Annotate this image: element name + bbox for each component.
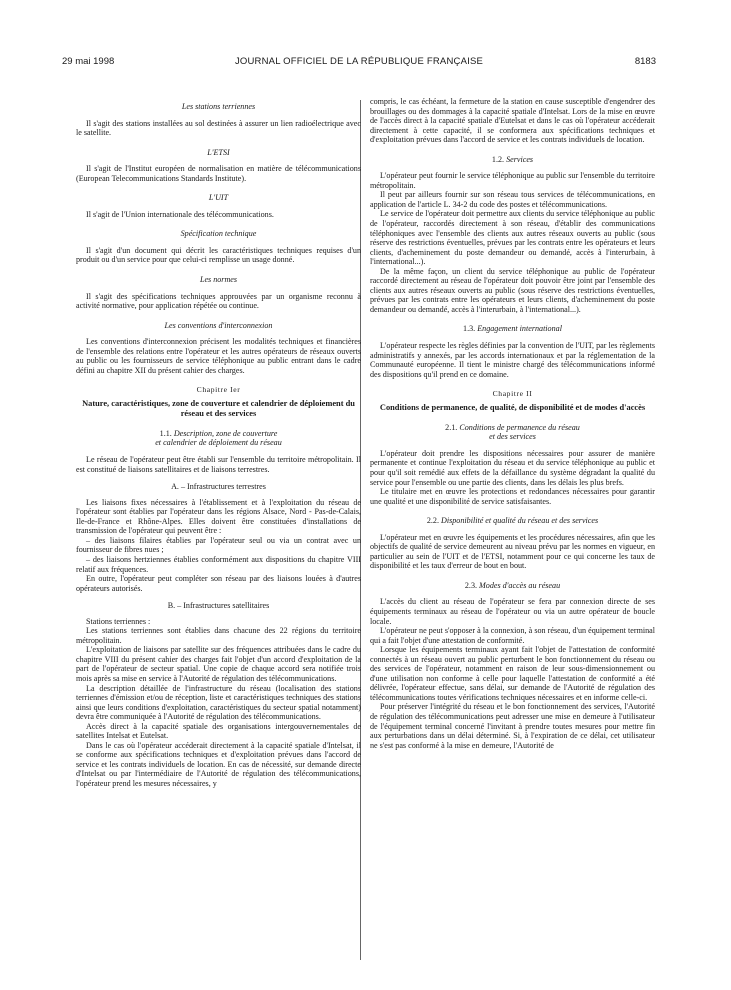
section-heading <box>370 155 655 165</box>
definition-heading: Les stations terriennes <box>181 102 256 111</box>
section-title: Engagement international <box>477 324 562 334</box>
subsection-heading: A. – Infrastructures terrestres <box>171 482 266 492</box>
paragraph: Lorsque les équipements terminaux ayant fait l'objet de l'attestation de conformité connectés à un réseau ouvert au public perturbent le bon fonctionnement du réseau ou des services de l'opérateur, notamment en raison de leur sous-dimensionnement ou d'une utilisation non conforme à celle pour laquelle l'attestation de conformité a été délivrée, l'opérateur effectue, sans délai, sur demande de l'Autorité de régulation des télécommunications toutes vérifications techniques nécessaires et en informe celle-ci. <box>370 645 655 702</box>
list-item: – des liaisons hertziennes établies conformément aux dispositions du chapitre VIII relatif aux fréquences. <box>76 554 361 574</box>
publication-date: 29 mai 1998 <box>62 56 115 67</box>
paragraph: Accès direct à la capacité spatiale des organisations intergouvernementales de satellites Intelsat et Eutelsat. <box>76 721 361 741</box>
paragraph: Le service de l'opérateur doit permettre aux clients du service téléphonique au public de l'opérateur, raccordés directement à son réseau, d'établir des communications téléphoniques avec l'ensemble des clients aux autres réseaux ouverts au public (sous réserve des restrictions éventuelles, prévues par les contrats entre les opérateurs et leurs clients, d'acheminement du poste demandeur ou demandé, accès à l'interurbain, à l'international...). <box>370 209 655 267</box>
section-title: Disponibilité et qualité du réseau et des services <box>441 516 599 526</box>
paragraph: En outre, l'opérateur peut compléter son réseau par des liaisons louées à d'autres opérateurs autorisés. <box>76 574 361 593</box>
definition-heading: Les normes <box>199 275 238 285</box>
paragraph: L'accès du client au réseau de l'opérateur se fera par connexion directe de ses équipements terminaux au réseau de l'opérateur ou via un autre opérateur de boucle locale. <box>370 597 655 626</box>
section-heading <box>76 429 361 448</box>
paragraph: Il s'agit des spécifications techniques approuvées par un organisme reconnu à activité normative, pour application répétée ou continue. <box>76 291 361 311</box>
paragraph: L'opérateur peut fournir le service téléphonique au public sur l'ensemble du territoire métropolitain. <box>370 171 655 190</box>
section-number: 2.3. <box>464 580 478 590</box>
section-number: 1.3. <box>463 324 476 334</box>
section-title: Description, zone de couverture <box>173 428 278 438</box>
paragraph: Il peut par ailleurs fournir sur son réseau tous services de télécommunications, en application de l'article L. 34-2 du code des postes et télécommunications. <box>370 190 655 209</box>
paragraph: Il s'agit d'un document qui décrit les caractéristiques techniques requises d'un produit ou d'un service pour que celui-ci remplisse un usage donné. <box>76 245 361 265</box>
paragraph: compris, le cas échéant, la fermeture de la station en cause susceptible d'engendrer des brouillages ou des dommages à la capacité spatiale d'Intelsat. Lors de la mise en œuvre de l'accès direct à la capacité spatiale d'Eutelsat et dans le cas où l'opérateur accéderait directement à cette capacité, il se conformera aux spécifications techniques et d'exploitation prévues dans l'accord de service et les contrats individuels de location. <box>370 97 655 145</box>
page-number: 8183 <box>634 56 656 67</box>
paragraph: Il s'agit de l'Union internationale des télécommunications. <box>86 209 274 219</box>
paragraph: La description détaillée de l'infrastructure du réseau (localisation des stations terriennes d'émission et/ou de réception, liste et caractéristiques techniques des stations ainsi que leurs conditions d'exploitation, caractéristiques du secteur spatial notamment) devra être communiquée à l'Autorité de régulation des télécommunications. <box>76 683 361 722</box>
list-item: – des liaisons filaires établies par l'opérateur seul ou via un contrat avec un fournisseur de fibres nues ; <box>76 535 361 555</box>
paragraph: L'opérateur respecte les règles définies par la convention de l'UIT, par les règlements administratifs y annexés, par les accords internationaux et par la réglementation de la Communauté européenne. Il tient le ministre chargé des télécommunications informé des dispositions qu'il prend en ce domaine. <box>370 341 655 379</box>
section-number: 1.2. <box>491 154 505 164</box>
page-header <box>62 56 656 70</box>
paragraph: Le titulaire met en œuvre les protections et redondances nécessaires pour garantir une qualité et une disponibilité de service satisfaisantes. <box>370 487 655 506</box>
chapter-label: Chapitre Ier <box>196 385 241 395</box>
section-title: Conditions de permanence du réseau <box>459 422 580 432</box>
paragraph: Les conventions d'interconnexion précisent les modalités techniques et financières de l'ensemble des relations entre l'opérateur et les autres opérateurs de réseaux ouverts au public ou les fournisseurs de service téléphonique au public entrant dans le cadre défini au chapitre XII du présent cahier des charges. <box>76 337 361 375</box>
section-number: 2.1. <box>445 422 458 432</box>
definition-heading: L'UIT <box>208 193 229 203</box>
chapter-title: Nature, caractéristiques, zone de couverture et calendrier de déploiement du réseau et des services <box>82 398 355 418</box>
chapter-title: Conditions de permanence, de qualité, de disponibilité et de modes d'accès <box>379 402 646 412</box>
paragraph: Les stations terriennes sont établies dans chacune des 22 régions du territoire métropolitain. <box>76 626 361 645</box>
definition-heading: L'ETSI <box>207 147 230 157</box>
section-heading <box>370 516 655 526</box>
section-heading <box>370 423 655 442</box>
subsection-heading: B. – Infrastructures satellitaires <box>167 601 270 611</box>
paragraph: Stations terriennes : <box>86 616 151 626</box>
section-number: 2.2. <box>426 516 439 526</box>
section-number: 1.1. <box>159 428 172 438</box>
paragraph: De la même façon, un client du service téléphonique au public de l'opérateur raccordé directement au réseau de l'opérateur doit pouvoir être joint par l'ensemble des clients aux autres réseaux ouverts au public (sous réserve des restrictions éventuelles, prévues par les contrats entre les opérateurs et leurs clients, d'acheminement du poste demandeur ou demandé, accès à l'interurbain, à l'international...). <box>370 266 655 314</box>
section-title-continued: et calendrier de déploiement du réseau <box>155 438 282 448</box>
journal-title: JOURNAL OFFICIEL DE LA RÉPUBLIQUE FRANÇAISE <box>234 56 484 67</box>
right-column <box>370 97 655 750</box>
definition-heading: Les conventions d'interconnexion <box>164 320 273 330</box>
section-heading <box>370 581 655 591</box>
chapter-label: Chapitre II <box>492 389 533 399</box>
paragraph: L'exploitation de liaisons par satellite sur des fréquences attribuées dans le cadre du chapitre VIII du présent cahier des charges fait l'objet d'un accord d'exploitation de la part de l'opérateur de secteur spatial. Une copie de chaque accord sera notifiée trois mois après sa mise en service à l'Autorité de régulation des télécommunications. <box>76 645 361 683</box>
paragraph: L'opérateur met en œuvre les équipements et les procédures nécessaires, afin que les objectifs de qualité de service demeurent au niveau prévu par les normes en vigueur, en particulier au sein de l'UIT et de l'ETSI, notamment pour ce qui concerne les taux de disponibilité et les taux d'erreur de bout en bout. <box>370 532 655 571</box>
section-title-continued: et des services <box>489 432 536 442</box>
paragraph: Il s'agit de l'Institut européen de normalisation en matière de télécommunications (European Telecommunications Standards Institute). <box>76 164 361 183</box>
section-title: Services <box>506 154 534 164</box>
paragraph: Le réseau de l'opérateur peut être établi sur l'ensemble du territoire métropolitain. Il est constitué de liaisons satellitaires et de liaisons terrestres. <box>76 455 361 474</box>
definition-heading: Spécification technique <box>180 229 257 239</box>
paragraph: L'opérateur doit prendre les dispositions nécessaires pour assurer de manière permanente et continue l'exploitation du réseau et du service téléphonique au public et pour qu'il soit remédié aux effets de la défaillance du système dégradant la qualité du service pour l'ensemble ou une partie des clients, dans les délais les plus brefs. <box>370 448 655 487</box>
paragraph: Il s'agit des stations installées au sol destinées à assurer un lien radioélectrique avec le satellite. <box>76 118 361 138</box>
left-column <box>76 102 361 789</box>
paragraph: Pour préserver l'intégrité du réseau et le bon fonctionnement des services, l'Autorité de régulation des télécommunications peut adresser une mise en demeure à l'utilisateur de l'équipement terminal concerné l'invitant à prendre toutes mesures pour mettre fin aux perturbations dans un délai déterminé. Si, à l'expiration de ce délai, cet utilisateur ne s'est pas conformé à la mise en demeure, l'Autorité de <box>370 702 655 750</box>
paragraph: L'opérateur ne peut s'opposer à la connexion, à son réseau, d'un équipement terminal qui a fait l'objet d'une attestation de conformité. <box>370 626 655 645</box>
section-heading <box>370 324 655 334</box>
paragraph: Dans le cas où l'opérateur accéderait directement à la capacité spatiale d'Intelsat, il se conforme aux spécifications techniques et d'exploitation prévues dans l'accord de service et les contrats individuels de location. En cas de nécessité, sur demande directe d'Intelsat ou par l'intermédiaire de l'Autorité de régulation des télécommunications, l'opérateur prend les mesures nécessaires, y <box>76 740 361 788</box>
paragraph: Les liaisons fixes nécessaires à l'établissement et à l'exploitation du réseau de l'opérateur sont établies par l'opérateur dans les régions Alsace, Nord - Pas-de-Calais, Ile-de-France et Rhône-Alpes. Elles doivent être constituées d'installations de transmission de l'opérateur qui peuvent être : <box>76 497 361 536</box>
section-title: Modes d'accès au réseau <box>479 580 561 590</box>
